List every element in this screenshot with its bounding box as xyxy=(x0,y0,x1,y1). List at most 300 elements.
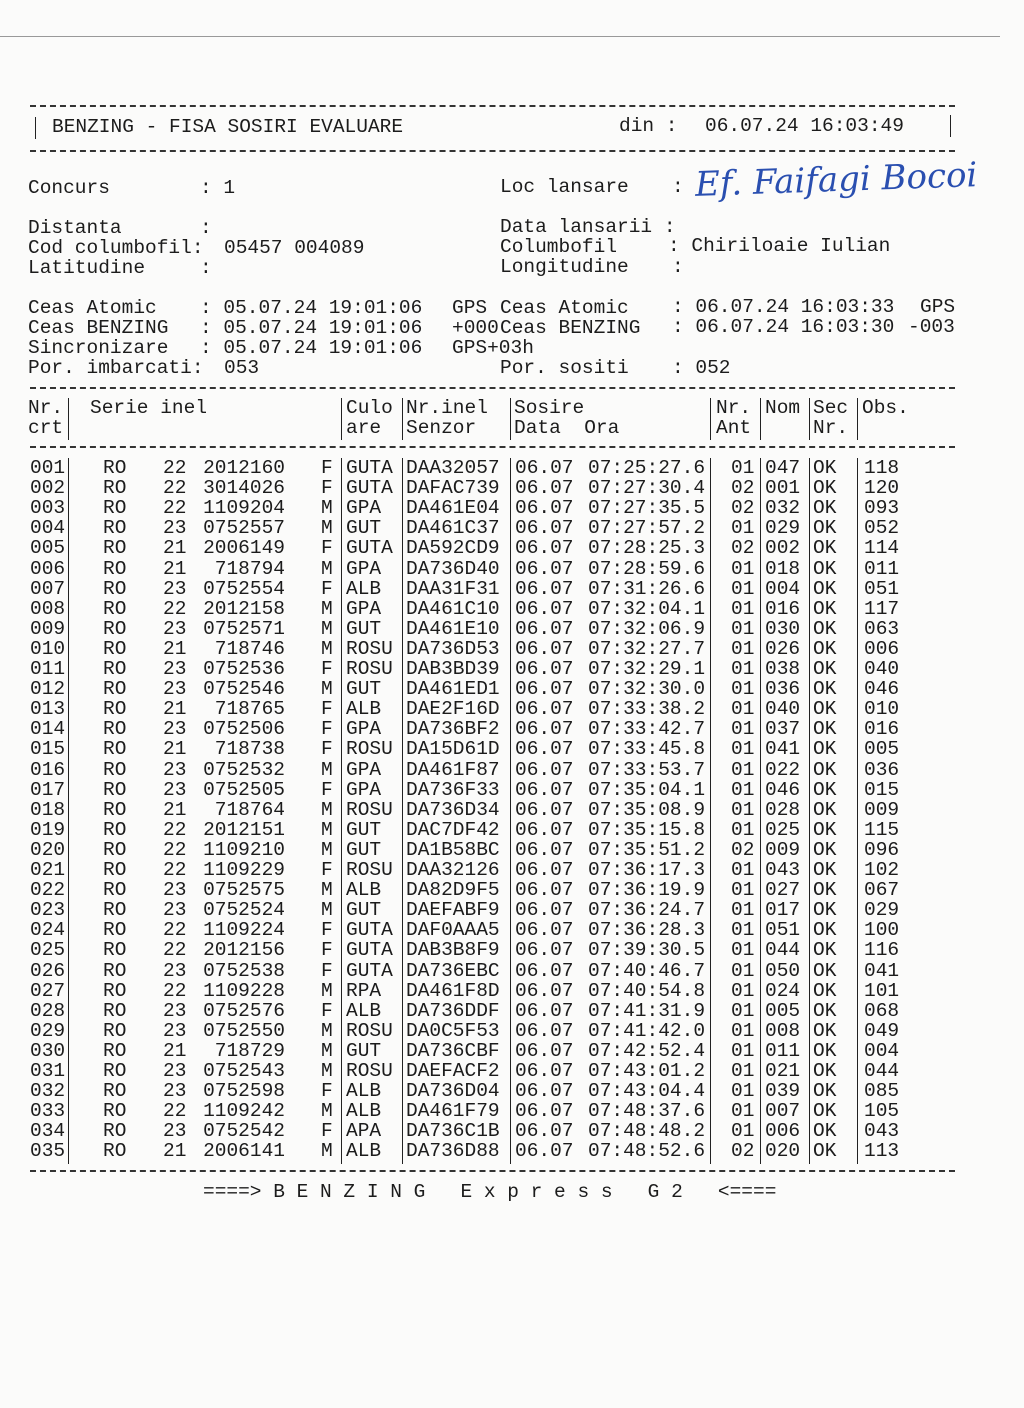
cell-country: RO xyxy=(103,838,127,861)
cell-color: GUT xyxy=(346,617,382,640)
cell-date: 06.07 xyxy=(515,1080,574,1103)
cell-sensor: DA461F87 xyxy=(406,758,500,781)
cell-nom: 009 xyxy=(765,838,801,861)
cell-nom: 037 xyxy=(765,718,801,741)
cell-color: GUTA xyxy=(346,919,393,942)
din-value: 06.07.24 16:03:49 xyxy=(705,115,904,137)
cell-color: ROSU xyxy=(346,637,393,660)
cell-country: RO xyxy=(103,899,127,922)
cell-time: 07:40:46.7 xyxy=(588,959,706,982)
cell-time: 07:33:42.7 xyxy=(588,718,706,741)
cell-color: GPA xyxy=(346,718,382,741)
cell-obs: 044 xyxy=(864,1060,900,1082)
cell-year: 23 xyxy=(163,1120,187,1143)
cell-ring: 2012151 xyxy=(203,818,285,841)
column-divider xyxy=(760,398,761,440)
cell-color: ALB xyxy=(346,698,382,721)
cell-sec: OK xyxy=(813,678,837,701)
cell-time: 07:36:17.3 xyxy=(588,859,706,881)
cell-country: RO xyxy=(103,457,127,479)
cell-date: 06.07 xyxy=(515,1039,574,1062)
cell-sex: F xyxy=(321,718,333,741)
cell-sensor: DAF0AAA5 xyxy=(406,919,500,942)
cell-nom: 001 xyxy=(765,477,801,500)
cell-date: 06.07 xyxy=(515,879,574,902)
cell-obs: 010 xyxy=(864,698,900,721)
cell-sex: M xyxy=(321,517,333,540)
cell-nr: 003 xyxy=(30,497,66,520)
cell-date: 06.07 xyxy=(515,718,574,741)
cell-sec: OK xyxy=(813,1100,837,1123)
cell-sensor: DA736D04 xyxy=(406,1080,500,1103)
column-divider xyxy=(341,398,342,440)
cell-nom: 024 xyxy=(765,979,801,1002)
col-header-nom: Nom xyxy=(765,397,801,419)
cell-sec: OK xyxy=(813,617,837,640)
cell-sex: M xyxy=(321,818,333,841)
cell-nom: 028 xyxy=(765,798,801,821)
cell-obs: 005 xyxy=(864,738,900,761)
cell-time: 07:43:04.4 xyxy=(588,1080,706,1103)
cell-nr: 023 xyxy=(30,899,66,922)
cod-label: Cod columbofil: xyxy=(28,237,204,259)
cell-ring: 3014026 xyxy=(203,477,285,500)
cell-nr: 015 xyxy=(30,738,66,761)
cell-ring: 0752550 xyxy=(203,1019,285,1042)
cell-sex: M xyxy=(321,899,333,922)
cell-year: 22 xyxy=(163,859,187,881)
cell-nr: 034 xyxy=(30,1120,66,1143)
cell-nr: 022 xyxy=(30,879,66,902)
cell-color: ALB xyxy=(346,1100,382,1123)
cell-color: GUTA xyxy=(346,959,393,982)
cell-sex: F xyxy=(321,537,333,560)
cell-ant: 01 xyxy=(731,798,755,821)
cell-year: 23 xyxy=(163,778,187,801)
cell-sec: OK xyxy=(813,698,837,721)
cell-ring: 0752543 xyxy=(203,1060,285,1082)
cell-nr: 016 xyxy=(30,758,66,781)
cell-sensor: DAFAC739 xyxy=(406,477,500,500)
cell-time: 07:48:52.6 xyxy=(588,1140,706,1163)
din-label: din : xyxy=(619,115,678,137)
cell-sex: F xyxy=(321,738,333,761)
cell-color: GUT xyxy=(346,818,382,841)
cell-sec: OK xyxy=(813,597,837,620)
cell-color: GUT xyxy=(346,838,382,861)
col-header-ant: Ant xyxy=(716,417,752,439)
cell-sex: M xyxy=(321,497,333,520)
cell-nr: 026 xyxy=(30,959,66,982)
cell-ring: 718729 xyxy=(214,1039,285,1062)
longitudine-label: Longitudine xyxy=(500,256,629,278)
cell-obs: 120 xyxy=(864,477,900,500)
cell-nr: 031 xyxy=(30,1060,66,1082)
footer-brand: ====> B E N Z I N G E x p r e s s G 2 <==== xyxy=(203,1181,777,1203)
cell-ant: 01 xyxy=(731,1039,755,1062)
cell-time: 07:35:15.8 xyxy=(588,818,706,841)
cell-date: 06.07 xyxy=(515,537,574,560)
cell-ant: 01 xyxy=(731,718,755,741)
sositi-value: : 052 xyxy=(672,357,731,379)
cell-time: 07:32:30.0 xyxy=(588,678,706,701)
column-divider xyxy=(68,398,69,440)
cell-ant: 02 xyxy=(731,477,755,500)
cell-nr: 035 xyxy=(30,1140,66,1163)
cell-sex: M xyxy=(321,597,333,620)
cell-obs: 063 xyxy=(864,617,900,640)
cell-date: 06.07 xyxy=(515,678,574,701)
cell-sex: F xyxy=(321,919,333,942)
cell-country: RO xyxy=(103,919,127,942)
cell-nr: 005 xyxy=(30,537,66,560)
ceas-benzing-end-label: Ceas BENZING xyxy=(500,317,641,339)
cell-date: 06.07 xyxy=(515,818,574,841)
cell-time: 07:25:27.6 xyxy=(588,457,706,479)
cell-nom: 030 xyxy=(765,617,801,640)
col-header-serie: Serie inel xyxy=(90,397,208,419)
cell-year: 22 xyxy=(163,597,187,620)
cell-country: RO xyxy=(103,1080,127,1103)
cell-sec: OK xyxy=(813,1080,837,1103)
cell-ring: 1109229 xyxy=(203,859,285,881)
cell-time: 07:32:04.1 xyxy=(588,597,706,620)
cell-country: RO xyxy=(103,698,127,721)
divider xyxy=(30,446,955,448)
cell-country: RO xyxy=(103,1060,127,1082)
divider xyxy=(30,150,955,152)
col-header-nr-ant: Nr. xyxy=(716,397,752,419)
latitudine-label: Latitudine xyxy=(28,257,146,279)
cell-time: 07:36:24.7 xyxy=(588,899,706,922)
cell-sensor: DAA31F31 xyxy=(406,577,500,600)
cell-sec: OK xyxy=(813,939,837,962)
col-header-sec: Sec xyxy=(813,397,849,419)
cell-sex: M xyxy=(321,1039,333,1062)
cell-date: 06.07 xyxy=(515,999,574,1022)
cell-nr: 029 xyxy=(30,1019,66,1042)
cell-sex: M xyxy=(321,838,333,861)
cell-obs: 105 xyxy=(864,1100,900,1123)
cell-date: 06.07 xyxy=(515,738,574,761)
cell-sex: M xyxy=(321,637,333,660)
cell-ring: 1109204 xyxy=(203,497,285,520)
column-divider xyxy=(760,458,761,1164)
cell-obs: 100 xyxy=(864,919,900,942)
cell-ant: 02 xyxy=(731,838,755,861)
cell-year: 23 xyxy=(163,959,187,982)
cell-sex: M xyxy=(321,879,333,902)
cell-sensor: DA461E10 xyxy=(406,617,500,640)
cell-ant: 01 xyxy=(731,1060,755,1082)
sincronizare-tz: GPS+03h xyxy=(452,337,534,359)
cell-date: 06.07 xyxy=(515,597,574,620)
cell-country: RO xyxy=(103,939,127,962)
ceas-benzing-start-diff: +000 xyxy=(452,317,499,339)
column-divider xyxy=(341,458,342,1164)
cell-date: 06.07 xyxy=(515,1120,574,1143)
cell-country: RO xyxy=(103,999,127,1022)
cell-ant: 01 xyxy=(731,698,755,721)
cell-obs: 040 xyxy=(864,658,900,680)
cell-ant: 01 xyxy=(731,457,755,479)
column-divider xyxy=(510,458,511,1164)
ceas-atomic-end: : 06.07.24 16:03:33 xyxy=(672,296,895,318)
cell-ring: 0752575 xyxy=(203,879,285,902)
cell-color: GUTA xyxy=(346,939,393,962)
sincronizare-value: : 05.07.24 19:01:06 xyxy=(200,337,423,359)
cell-ant: 01 xyxy=(731,517,755,540)
cell-nr: 021 xyxy=(30,859,66,881)
cell-sec: OK xyxy=(813,959,837,982)
cell-time: 07:48:48.2 xyxy=(588,1120,706,1143)
cell-time: 07:33:53.7 xyxy=(588,758,706,781)
divider xyxy=(35,117,36,139)
cell-year: 22 xyxy=(163,919,187,942)
cell-time: 07:35:51.2 xyxy=(588,838,706,861)
cell-nom: 044 xyxy=(765,939,801,962)
ceas-atomic-end-label: Ceas Atomic xyxy=(500,297,629,319)
cell-nom: 026 xyxy=(765,637,801,660)
cell-obs: 113 xyxy=(864,1140,900,1163)
cell-nom: 011 xyxy=(765,1039,801,1062)
cell-color: GPA xyxy=(346,497,382,520)
cell-nom: 022 xyxy=(765,758,801,781)
cell-nr: 004 xyxy=(30,517,66,540)
cell-year: 21 xyxy=(163,698,187,721)
cell-nom: 036 xyxy=(765,678,801,701)
cell-country: RO xyxy=(103,557,127,580)
cell-ring: 718765 xyxy=(214,698,285,721)
cell-country: RO xyxy=(103,738,127,761)
cell-date: 06.07 xyxy=(515,497,574,520)
cell-sec: OK xyxy=(813,818,837,841)
cell-nr: 017 xyxy=(30,778,66,801)
cell-ant: 01 xyxy=(731,577,755,600)
cell-obs: 093 xyxy=(864,497,900,520)
cell-time: 07:32:29.1 xyxy=(588,658,706,680)
columbofil-value: : Chiriloaie Iulian xyxy=(668,235,891,257)
cell-country: RO xyxy=(103,617,127,640)
cell-country: RO xyxy=(103,959,127,982)
longitudine-colon: : xyxy=(672,256,684,278)
cell-ant: 01 xyxy=(731,1080,755,1103)
cell-sensor: DAEFABF9 xyxy=(406,899,500,922)
cell-year: 21 xyxy=(163,537,187,560)
cell-ring: 2006141 xyxy=(203,1140,285,1163)
cell-obs: 046 xyxy=(864,678,900,701)
cell-sec: OK xyxy=(813,577,837,600)
cell-year: 22 xyxy=(163,457,187,479)
cell-color: ROSU xyxy=(346,1019,393,1042)
column-divider xyxy=(402,458,403,1164)
cell-sex: F xyxy=(321,577,333,600)
cell-sensor: DA736EBC xyxy=(406,959,500,982)
cell-sex: F xyxy=(321,859,333,881)
cell-obs: 102 xyxy=(864,859,900,881)
cell-nom: 050 xyxy=(765,959,801,982)
cell-sec: OK xyxy=(813,658,837,680)
cell-date: 06.07 xyxy=(515,939,574,962)
cell-sec: OK xyxy=(813,859,837,881)
cell-ring: 718764 xyxy=(214,798,285,821)
cell-sensor: DAC7DF42 xyxy=(406,818,500,841)
cell-sec: OK xyxy=(813,1039,837,1062)
cell-nr: 030 xyxy=(30,1039,66,1062)
cell-sensor: DAE2F16D xyxy=(406,698,500,721)
cell-ring: 718794 xyxy=(214,557,285,580)
cell-obs: 015 xyxy=(864,778,900,801)
cell-nom: 047 xyxy=(765,457,801,479)
cell-obs: 011 xyxy=(864,557,900,580)
cell-ant: 01 xyxy=(731,818,755,841)
cell-ant: 01 xyxy=(731,658,755,680)
cell-year: 23 xyxy=(163,718,187,741)
cell-obs: 004 xyxy=(864,1039,900,1062)
cell-obs: 051 xyxy=(864,577,900,600)
cell-time: 07:28:25.3 xyxy=(588,537,706,560)
cell-obs: 116 xyxy=(864,939,900,962)
cell-nr: 019 xyxy=(30,818,66,841)
cell-color: RPA xyxy=(346,979,382,1002)
cell-nr: 028 xyxy=(30,999,66,1022)
cell-date: 06.07 xyxy=(515,637,574,660)
col-header-inel: Nr.inel xyxy=(406,397,488,419)
cell-nr: 002 xyxy=(30,477,66,500)
cell-sec: OK xyxy=(813,879,837,902)
cell-year: 23 xyxy=(163,1060,187,1082)
cell-color: ALB xyxy=(346,1080,382,1103)
cell-year: 21 xyxy=(163,637,187,660)
cell-ant: 01 xyxy=(731,859,755,881)
cell-sec: OK xyxy=(813,999,837,1022)
cell-nr: 025 xyxy=(30,939,66,962)
cell-obs: 068 xyxy=(864,999,900,1022)
cell-country: RO xyxy=(103,1039,127,1062)
cell-year: 21 xyxy=(163,798,187,821)
sincronizare-label: Sincronizare xyxy=(28,337,169,359)
cell-ant: 01 xyxy=(731,1120,755,1143)
cell-country: RO xyxy=(103,477,127,500)
loc-lansare-colon: : xyxy=(672,176,684,198)
cell-ring: 0752554 xyxy=(203,577,285,600)
data-lansarii-label: Data lansarii : xyxy=(500,216,676,238)
cell-obs: 101 xyxy=(864,979,900,1002)
cell-color: ROSU xyxy=(346,738,393,761)
cell-sex: F xyxy=(321,457,333,479)
cell-date: 06.07 xyxy=(515,758,574,781)
cell-sec: OK xyxy=(813,798,837,821)
cell-color: ROSU xyxy=(346,658,393,680)
cell-year: 22 xyxy=(163,497,187,520)
divider xyxy=(30,387,955,389)
cell-color: GUT xyxy=(346,899,382,922)
cell-color: ROSU xyxy=(346,859,393,881)
cell-sensor: DA461F79 xyxy=(406,1100,500,1123)
cell-nom: 008 xyxy=(765,1019,801,1042)
cell-year: 23 xyxy=(163,678,187,701)
cell-time: 07:32:27.7 xyxy=(588,637,706,660)
cell-date: 06.07 xyxy=(515,778,574,801)
cell-country: RO xyxy=(103,879,127,902)
cell-sec: OK xyxy=(813,497,837,520)
cell-year: 22 xyxy=(163,939,187,962)
cell-time: 07:48:37.6 xyxy=(588,1100,706,1123)
cell-sex: M xyxy=(321,758,333,781)
cell-ant: 02 xyxy=(731,497,755,520)
cell-ring: 2006149 xyxy=(203,537,285,560)
cell-ant: 01 xyxy=(731,999,755,1022)
cell-sensor: DAB3B8F9 xyxy=(406,939,500,962)
cell-year: 21 xyxy=(163,557,187,580)
ceas-atomic-end-src: GPS xyxy=(920,296,956,318)
cell-sec: OK xyxy=(813,1120,837,1143)
cell-nom: 039 xyxy=(765,1080,801,1103)
cell-obs: 036 xyxy=(864,758,900,781)
column-divider xyxy=(402,398,403,440)
cell-nr: 007 xyxy=(30,577,66,600)
cell-nr: 011 xyxy=(30,658,66,680)
cell-nom: 021 xyxy=(765,1060,801,1082)
cell-ant: 02 xyxy=(731,1140,755,1163)
cell-country: RO xyxy=(103,497,127,520)
distanta-colon: : xyxy=(200,217,212,239)
divider xyxy=(30,105,955,107)
cell-sec: OK xyxy=(813,979,837,1002)
cell-nr: 001 xyxy=(30,457,66,479)
cell-ring: 0752524 xyxy=(203,899,285,922)
cell-nr: 027 xyxy=(30,979,66,1002)
cell-nr: 006 xyxy=(30,557,66,580)
cell-sex: F xyxy=(321,939,333,962)
ceas-benzing-start: : 05.07.24 19:01:06 xyxy=(200,317,423,339)
cell-obs: 052 xyxy=(864,517,900,540)
cell-country: RO xyxy=(103,859,127,881)
cell-ring: 0752532 xyxy=(203,758,285,781)
cell-obs: 114 xyxy=(864,537,900,560)
cell-year: 23 xyxy=(163,517,187,540)
cell-ant: 02 xyxy=(731,537,755,560)
cell-year: 23 xyxy=(163,879,187,902)
cell-sensor: DA736D40 xyxy=(406,557,500,580)
cell-sex: M xyxy=(321,678,333,701)
cell-color: ROSU xyxy=(346,798,393,821)
cell-sec: OK xyxy=(813,517,837,540)
cell-sec: OK xyxy=(813,758,837,781)
cell-sex: M xyxy=(321,617,333,640)
cell-sensor: DA461E04 xyxy=(406,497,500,520)
cell-time: 07:41:31.9 xyxy=(588,999,706,1022)
cell-country: RO xyxy=(103,778,127,801)
cell-year: 23 xyxy=(163,1080,187,1103)
cell-obs: 029 xyxy=(864,899,900,922)
cell-ant: 01 xyxy=(731,637,755,660)
cell-sensor: DAA32126 xyxy=(406,859,500,881)
cell-nr: 008 xyxy=(30,597,66,620)
cell-year: 23 xyxy=(163,617,187,640)
cell-sensor: DA461ED1 xyxy=(406,678,500,701)
divider xyxy=(950,115,951,137)
cell-nom: 027 xyxy=(765,879,801,902)
cell-obs: 006 xyxy=(864,637,900,660)
cell-time: 07:27:57.2 xyxy=(588,517,706,540)
cell-date: 06.07 xyxy=(515,979,574,1002)
cell-country: RO xyxy=(103,577,127,600)
cell-obs: 016 xyxy=(864,718,900,741)
cell-nom: 041 xyxy=(765,738,801,761)
cell-sex: M xyxy=(321,1100,333,1123)
cell-sec: OK xyxy=(813,899,837,922)
